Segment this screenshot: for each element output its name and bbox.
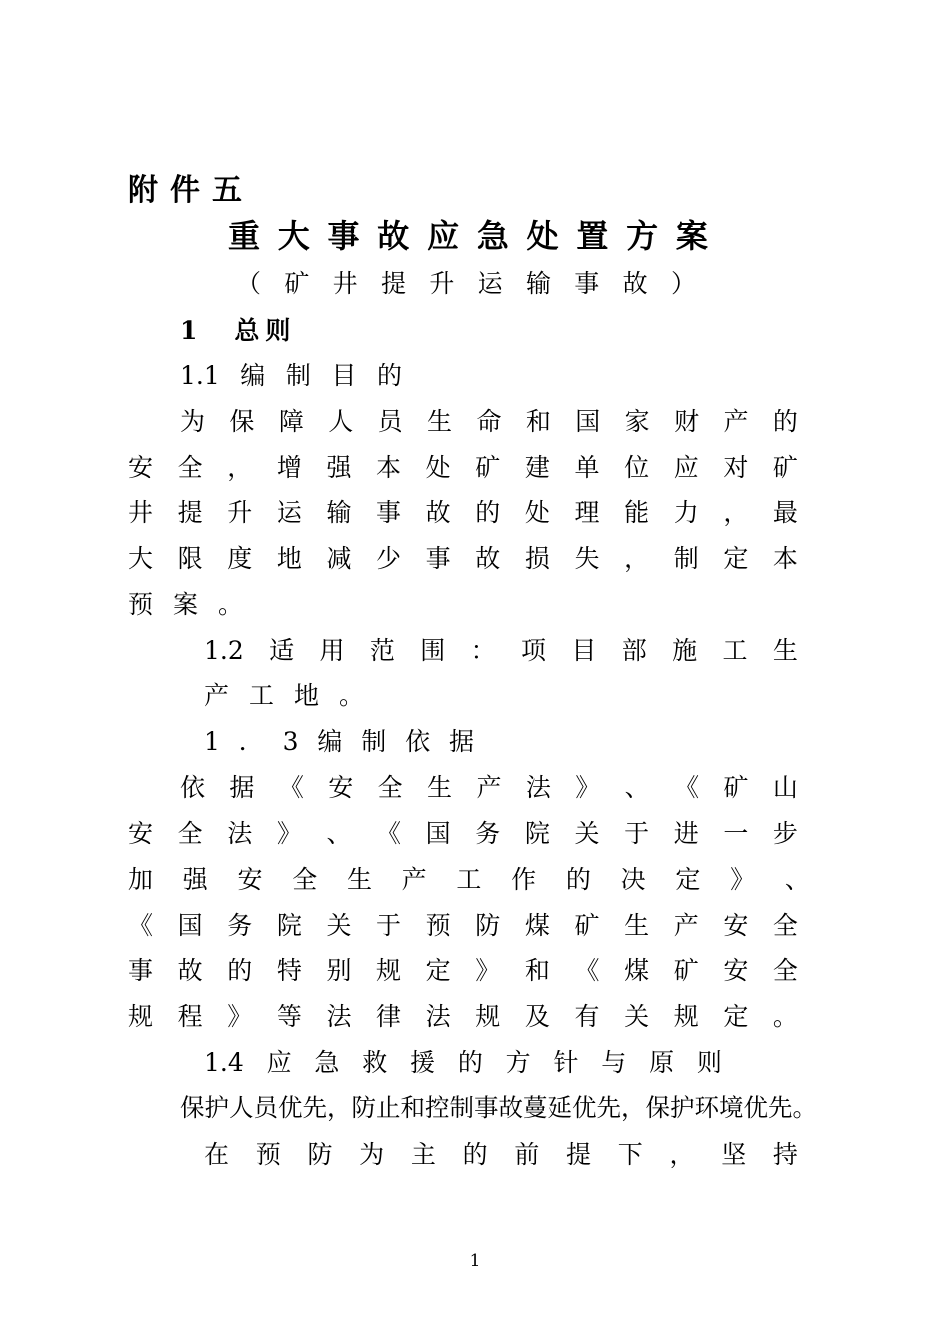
text-char: 律 <box>376 1002 402 1031</box>
text-char: 产 <box>476 773 502 802</box>
text-char: 援 <box>410 1048 436 1077</box>
text-char: 地 <box>276 544 302 573</box>
text-char: 为 <box>180 407 206 436</box>
text-char: 增 <box>276 453 302 482</box>
text-char: 制 <box>673 544 699 573</box>
text-char: 本 <box>376 453 402 482</box>
text-char: 强 <box>326 453 352 482</box>
text-char: 和 <box>525 407 551 436</box>
text-char: 项 <box>521 636 547 665</box>
text-char: 全 <box>292 865 318 894</box>
text-char: 方 <box>505 1048 531 1077</box>
text-char: 单 <box>574 453 600 482</box>
text-char: 家 <box>624 407 650 436</box>
text-char: 地 <box>293 681 319 710</box>
text-char: 输 <box>525 269 551 298</box>
text-char: 提 <box>380 269 406 298</box>
text-char: 法 <box>525 773 551 802</box>
text-char: 安 <box>128 453 154 482</box>
text-char: 运 <box>477 269 503 298</box>
text-char: 全 <box>377 773 403 802</box>
section-1-2-line-1 <box>204 638 798 663</box>
text-char: 和 <box>524 956 550 985</box>
text-char: 定 <box>425 956 451 985</box>
text-char: 事 <box>376 498 402 527</box>
text-char: 理 <box>574 498 600 527</box>
text-char: 一 <box>723 819 749 848</box>
text-char: 定 <box>723 1002 749 1031</box>
text-char: 升 <box>227 498 253 527</box>
s11-line-0 <box>180 409 798 434</box>
text-char: 工 <box>248 681 274 710</box>
text-char: 别 <box>326 956 352 985</box>
text-char: 防 <box>307 1140 333 1169</box>
text-char: 3 <box>282 727 299 756</box>
text-char: 故 <box>177 956 203 985</box>
text-char: 救 <box>362 1048 388 1077</box>
text-char: 依 <box>180 773 206 802</box>
text-char: 失 <box>574 544 600 573</box>
text-char: 生 <box>427 407 453 436</box>
s11-line-1 <box>128 455 798 480</box>
text-char: 特 <box>276 956 302 985</box>
text-char: 院 <box>276 911 302 940</box>
text-char: 位 <box>624 453 650 482</box>
text-char: 员 <box>377 407 403 436</box>
text-char: 生 <box>772 636 798 665</box>
text-char: 法 <box>425 1002 451 1031</box>
text-char: 事 <box>128 956 154 985</box>
text-char: 用 <box>319 636 345 665</box>
text-char: 》 <box>575 773 601 802</box>
text-char: 提 <box>177 498 203 527</box>
text-char: 《 <box>278 773 304 802</box>
text-char: 定 <box>723 544 749 573</box>
section-1-1-heading <box>180 363 402 388</box>
text-char: 适 <box>269 636 295 665</box>
text-char: 法 <box>326 1002 352 1031</box>
text-char: 据 <box>229 773 255 802</box>
s11-line-4 <box>128 592 243 617</box>
text-char: 1 <box>204 727 220 756</box>
text-char: 生 <box>427 773 453 802</box>
section-1-2-line-2 <box>204 683 364 708</box>
text-char: 务 <box>227 911 253 940</box>
text-char: 坚 <box>721 1140 747 1169</box>
text-char: 预 <box>255 1140 281 1169</box>
s11-line-2 <box>128 500 798 525</box>
text-char: 井 <box>128 498 154 527</box>
text-char: 急 <box>314 1048 340 1077</box>
text-char: 持 <box>772 1140 798 1169</box>
text-char: 务 <box>475 819 501 848</box>
text-char: 矿 <box>475 453 501 482</box>
text-char: 故 <box>622 269 648 298</box>
text-char: 。 <box>217 590 243 619</box>
text-char: 产 <box>401 865 427 894</box>
text-char: ， <box>227 453 253 482</box>
s13-line-4 <box>128 958 798 983</box>
text-char: 安 <box>237 865 263 894</box>
text-char: 的 <box>565 865 591 894</box>
s14-line-2 <box>204 1142 798 1167</box>
text-char: ， <box>669 1140 695 1169</box>
s13-line-2 <box>128 867 810 892</box>
text-char: 故 <box>475 544 501 573</box>
text-char: 故 <box>425 498 451 527</box>
text-char: 原 <box>649 1048 675 1077</box>
text-char: 预 <box>425 911 451 940</box>
text-char: 定 <box>675 865 701 894</box>
text-char: 编 <box>240 361 266 390</box>
text-char: 产 <box>723 407 749 436</box>
text-char: 产 <box>673 911 699 940</box>
text-char: 全 <box>772 956 798 985</box>
text-char: 全 <box>772 911 798 940</box>
s13-line-3 <box>128 913 798 938</box>
text-char: （ <box>236 269 262 298</box>
text-char: 案 <box>675 217 708 255</box>
text-char: 大 <box>128 544 154 573</box>
text-char: 规 <box>475 1002 501 1031</box>
text-char: 的 <box>475 498 501 527</box>
text-char: 的 <box>772 407 798 436</box>
text-char: 规 <box>376 956 402 985</box>
text-char: 故 <box>377 217 410 255</box>
text-char: 工 <box>722 636 748 665</box>
text-char: 程 <box>177 1002 203 1031</box>
text-char: 决 <box>620 865 646 894</box>
text-char: 处 <box>524 498 550 527</box>
text-char: 输 <box>326 498 352 527</box>
text-char: 主 <box>410 1140 436 1169</box>
text-char: 财 <box>674 407 700 436</box>
text-char: 围 <box>420 636 446 665</box>
text-char: 前 <box>514 1140 540 1169</box>
s11-line-3 <box>128 546 798 571</box>
text-char: 提 <box>566 1140 592 1169</box>
text-char: 人 <box>328 407 354 436</box>
text-char: 损 <box>524 544 550 573</box>
attachment-label: 附件五 <box>128 173 254 208</box>
s14-line-1: 保护人员优先，防止和控制事故蔓延优先，保护环境优先。 <box>180 1093 817 1122</box>
text-char: ． <box>238 727 264 756</box>
text-char: 防 <box>475 911 501 940</box>
s13-line-0 <box>180 775 798 800</box>
text-char: 矿 <box>673 956 699 985</box>
text-char: 工 <box>456 865 482 894</box>
text-char: 对 <box>723 453 749 482</box>
text-char: 国 <box>575 407 601 436</box>
text-char: 作 <box>511 865 537 894</box>
text-char: 矿 <box>284 269 310 298</box>
text-char: 国 <box>425 819 451 848</box>
text-char: 《 <box>674 773 700 802</box>
text-char: 煤 <box>624 956 650 985</box>
text-char: 依 <box>405 727 431 756</box>
text-char: 步 <box>772 819 798 848</box>
text-char: 升 <box>429 269 455 298</box>
text-char: 能 <box>624 498 650 527</box>
text-char: 规 <box>128 1002 154 1031</box>
text-char: 据 <box>448 727 474 756</box>
document-title <box>228 217 708 255</box>
document-subtitle <box>236 271 696 296</box>
text-char: 1.1 <box>180 361 220 390</box>
text-char: 制 <box>361 727 387 756</box>
text-char: 障 <box>278 407 304 436</box>
text-char: 下 <box>617 1140 643 1169</box>
text-char: 编 <box>317 727 343 756</box>
text-char: 有 <box>574 1002 600 1031</box>
text-char: 及 <box>524 1002 550 1031</box>
text-char: 针 <box>553 1048 579 1077</box>
text-char: 处 <box>425 453 451 482</box>
text-char: 事 <box>327 217 360 255</box>
section-1-3-heading <box>204 729 474 754</box>
text-char: ， <box>624 544 650 573</box>
text-char: 本 <box>772 544 798 573</box>
text-char: 置 <box>576 217 609 255</box>
text-char: 建 <box>524 453 550 482</box>
text-char: 安 <box>723 956 749 985</box>
text-char: 进 <box>673 819 699 848</box>
text-char: 院 <box>524 819 550 848</box>
text-char: 规 <box>673 1002 699 1031</box>
text-char: 于 <box>376 911 402 940</box>
text-char: 《 <box>128 911 154 940</box>
text-char: 为 <box>359 1140 385 1169</box>
text-char: 方 <box>626 217 659 255</box>
text-char: 部 <box>621 636 647 665</box>
text-char: 《 <box>376 819 402 848</box>
text-char: 矿 <box>574 911 600 940</box>
text-char: 的 <box>462 1140 488 1169</box>
text-char: 与 <box>601 1048 627 1077</box>
text-char: 加 <box>128 865 154 894</box>
text-char: 最 <box>772 498 798 527</box>
text-char: 保 <box>229 407 255 436</box>
text-char: 安 <box>723 911 749 940</box>
s13-line-5 <box>128 1004 798 1029</box>
text-char: 应 <box>427 217 460 255</box>
text-char: 安 <box>128 819 154 848</box>
text-char: 的 <box>227 956 253 985</box>
text-char: 法 <box>227 819 253 848</box>
text-char: 目 <box>331 361 357 390</box>
text-char: 煤 <box>524 911 550 940</box>
text-char: 少 <box>376 544 402 573</box>
text-char: ： <box>470 636 496 665</box>
text-char: 井 <box>332 269 358 298</box>
text-char: 应 <box>673 453 699 482</box>
section-1-heading: 1 总则 <box>180 316 297 345</box>
section-1-4-heading <box>204 1050 722 1075</box>
text-char: 目 <box>571 636 597 665</box>
text-char: 、 <box>326 819 352 848</box>
text-char: ） <box>670 269 696 298</box>
text-char: 制 <box>285 361 311 390</box>
text-char: 》 <box>730 865 756 894</box>
text-char: 生 <box>346 865 372 894</box>
text-char: 产 <box>204 681 230 710</box>
text-char: 全 <box>177 819 203 848</box>
text-char: 施 <box>672 636 698 665</box>
text-char: 。 <box>772 1002 798 1031</box>
text-char: 国 <box>177 911 203 940</box>
text-char: 矿 <box>772 453 798 482</box>
text-char: 》 <box>276 819 302 848</box>
text-char: 》 <box>227 1002 253 1031</box>
text-char: 关 <box>624 1002 650 1031</box>
text-char: 关 <box>574 819 600 848</box>
text-char: 强 <box>182 865 208 894</box>
text-char: 案 <box>172 590 198 619</box>
text-char: 运 <box>276 498 302 527</box>
text-char: 关 <box>326 911 352 940</box>
text-char: 的 <box>457 1048 483 1077</box>
text-char: 急 <box>476 217 509 255</box>
text-char: 预 <box>128 590 154 619</box>
text-char: 、 <box>784 865 810 894</box>
text-char: 限 <box>177 544 203 573</box>
text-char: 命 <box>476 407 502 436</box>
text-char: 》 <box>475 956 501 985</box>
text-char: 于 <box>624 819 650 848</box>
text-char: 力 <box>673 498 699 527</box>
s13-line-1 <box>128 821 798 846</box>
text-char: 生 <box>624 911 650 940</box>
text-char: 等 <box>276 1002 302 1031</box>
text-char: 则 <box>696 1048 722 1077</box>
text-char: 范 <box>369 636 395 665</box>
text-char: 度 <box>227 544 253 573</box>
text-char: 山 <box>772 773 798 802</box>
text-char: 《 <box>574 956 600 985</box>
text-char: 、 <box>624 773 650 802</box>
text-char: 处 <box>526 217 559 255</box>
text-char: 在 <box>204 1140 230 1169</box>
text-char: ， <box>723 498 749 527</box>
text-char: 矿 <box>723 773 749 802</box>
text-char: 全 <box>177 453 203 482</box>
text-char: 。 <box>338 681 364 710</box>
text-char: 应 <box>266 1048 292 1077</box>
text-char: 重 <box>228 217 261 255</box>
page-number: 1 <box>469 1251 481 1271</box>
text-char: 事 <box>574 269 600 298</box>
text-char: 1.2 <box>204 636 244 665</box>
text-char: 的 <box>376 361 402 390</box>
text-char: 事 <box>425 544 451 573</box>
text-char: 安 <box>328 773 354 802</box>
text-char: 1.4 <box>204 1048 244 1077</box>
text-char: 减 <box>326 544 352 573</box>
text-char: 大 <box>277 217 310 255</box>
